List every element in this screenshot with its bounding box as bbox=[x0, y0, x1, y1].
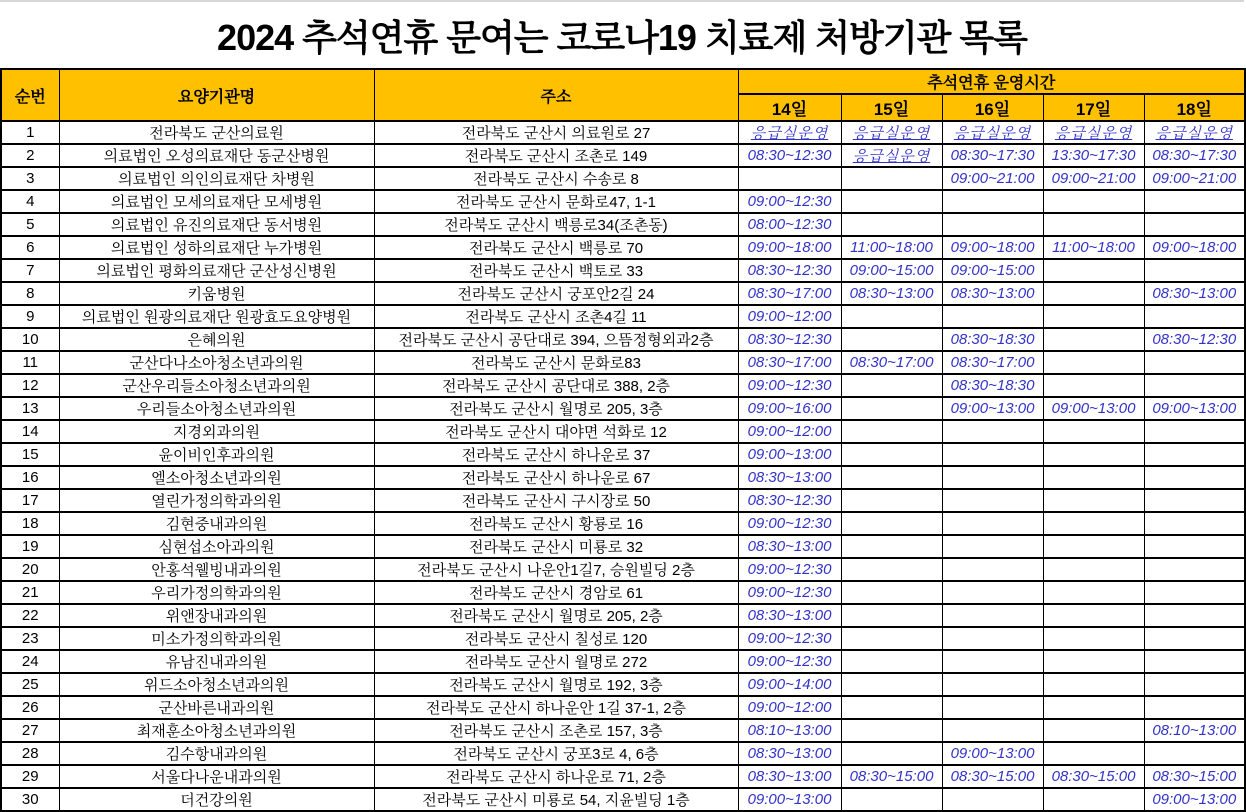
row-number-cell: 25 bbox=[1, 673, 59, 696]
hours-cell-day-18일 bbox=[1144, 627, 1245, 650]
hours-cell-day-15일: 11:00~18:00 bbox=[841, 236, 942, 259]
table-row bbox=[1, 397, 1245, 420]
row-number-cell: 7 bbox=[1, 259, 59, 282]
table-row bbox=[1, 466, 1245, 489]
row-number-cell: 13 bbox=[1, 397, 59, 420]
row-number-cell: 8 bbox=[1, 282, 59, 305]
hours-cell-day-14일: 응급실운영 bbox=[738, 121, 841, 144]
institution-name-cell: 김현중내과의원 bbox=[59, 512, 374, 535]
address-cell: 전라북도 군산시 수송로 8 bbox=[374, 167, 738, 190]
hours-cell-day-17일 bbox=[1043, 558, 1144, 581]
institution-name-cell: 윤이비인후과의원 bbox=[59, 443, 374, 466]
hours-cell-day-16일 bbox=[942, 213, 1043, 236]
hours-cell-day-16일 bbox=[942, 305, 1043, 328]
address-cell: 전라북도 군산시 대야면 석화로 12 bbox=[374, 420, 738, 443]
row-number-cell: 28 bbox=[1, 742, 59, 765]
hours-cell-day-14일: 09:00~12:30 bbox=[738, 374, 841, 397]
address-cell: 전라북도 군산시 백릉로 70 bbox=[374, 236, 738, 259]
hours-cell-day-16일 bbox=[942, 696, 1043, 719]
institution-name-cell: 위드소아청소년과의원 bbox=[59, 673, 374, 696]
address-cell: 전라북도 군산시 월명로 205, 3층 bbox=[374, 397, 738, 420]
row-number-cell: 1 bbox=[1, 121, 59, 144]
hours-cell-day-15일 bbox=[841, 420, 942, 443]
hours-cell-day-18일: 08:30~12:30 bbox=[1144, 328, 1245, 351]
hours-cell-day-15일 bbox=[841, 581, 942, 604]
table-body bbox=[1, 121, 1245, 811]
hours-cell-day-15일 bbox=[841, 788, 942, 811]
row-number-cell: 23 bbox=[1, 627, 59, 650]
hours-cell-day-15일 bbox=[841, 512, 942, 535]
hours-cell-day-15일 bbox=[841, 190, 942, 213]
hours-cell-day-14일: 09:00~16:00 bbox=[738, 397, 841, 420]
hours-cell-day-17일 bbox=[1043, 696, 1144, 719]
row-number-cell: 14 bbox=[1, 420, 59, 443]
hours-cell-day-14일: 09:00~13:00 bbox=[738, 788, 841, 811]
hours-cell-day-16일 bbox=[942, 650, 1043, 673]
hours-cell-day-18일 bbox=[1144, 466, 1245, 489]
row-number-cell: 16 bbox=[1, 466, 59, 489]
hours-cell-day-18일 bbox=[1144, 489, 1245, 512]
prescription-table bbox=[0, 68, 1246, 812]
hours-cell-day-14일: 09:00~12:00 bbox=[738, 420, 841, 443]
row-number-cell: 20 bbox=[1, 558, 59, 581]
hours-cell-day-18일 bbox=[1144, 604, 1245, 627]
hours-cell-day-16일 bbox=[942, 489, 1043, 512]
hours-cell-day-17일 bbox=[1043, 351, 1144, 374]
address-cell: 전라북도 군산시 나운안1길7, 승원빌딩 2층 bbox=[374, 558, 738, 581]
institution-name-cell: 은혜의원 bbox=[59, 328, 374, 351]
row-number-cell: 22 bbox=[1, 604, 59, 627]
address-cell: 전라북도 군산시 백릉로34(조촌동) bbox=[374, 213, 738, 236]
institution-name-cell: 최재훈소아청소년과의원 bbox=[59, 719, 374, 742]
hours-cell-day-16일 bbox=[942, 719, 1043, 742]
row-number-cell: 15 bbox=[1, 443, 59, 466]
table-row bbox=[1, 696, 1245, 719]
row-number-cell: 18 bbox=[1, 512, 59, 535]
hours-cell-day-18일 bbox=[1144, 190, 1245, 213]
address-cell: 전라북도 군산시 하나운로 67 bbox=[374, 466, 738, 489]
address-cell: 전라북도 군산시 조촌로 157, 3층 bbox=[374, 719, 738, 742]
hours-cell-day-15일 bbox=[841, 305, 942, 328]
column-header-address: 주소 bbox=[374, 69, 738, 121]
hours-cell-day-18일 bbox=[1144, 374, 1245, 397]
hours-cell-day-17일: 08:30~15:00 bbox=[1043, 765, 1144, 788]
row-number-cell: 2 bbox=[1, 144, 59, 167]
hours-cell-day-14일: 08:30~13:00 bbox=[738, 765, 841, 788]
hours-cell-day-16일: 09:00~18:00 bbox=[942, 236, 1043, 259]
hours-cell-day-15일 bbox=[841, 650, 942, 673]
hours-cell-day-14일: 08:00~12:30 bbox=[738, 213, 841, 236]
column-header-no: 순번 bbox=[1, 69, 59, 121]
institution-name-cell: 김수항내과의원 bbox=[59, 742, 374, 765]
hours-cell-day-18일: 08:10~13:00 bbox=[1144, 719, 1245, 742]
hours-cell-day-15일: 08:30~13:00 bbox=[841, 282, 942, 305]
address-cell: 전라북도 군산시 문화로47, 1-1 bbox=[374, 190, 738, 213]
table-row bbox=[1, 420, 1245, 443]
day-column-header-17: 17일 bbox=[1043, 94, 1144, 121]
hours-cell-day-18일 bbox=[1144, 673, 1245, 696]
table-row bbox=[1, 512, 1245, 535]
address-cell: 전라북도 군산시 하나운로 71, 2층 bbox=[374, 765, 738, 788]
hours-cell-day-16일: 08:30~17:30 bbox=[942, 144, 1043, 167]
hours-cell-day-18일: 08:30~15:00 bbox=[1144, 765, 1245, 788]
hours-cell-day-14일: 09:00~12:30 bbox=[738, 190, 841, 213]
table-row bbox=[1, 558, 1245, 581]
hours-cell-day-17일 bbox=[1043, 627, 1144, 650]
hours-cell-day-14일: 08:30~13:00 bbox=[738, 535, 841, 558]
institution-name-cell: 의료법인 성하의료재단 누가병원 bbox=[59, 236, 374, 259]
hours-cell-day-15일 bbox=[841, 443, 942, 466]
address-cell: 전라북도 군산시 백토로 33 bbox=[374, 259, 738, 282]
hours-cell-day-17일 bbox=[1043, 489, 1144, 512]
hours-cell-day-15일 bbox=[841, 213, 942, 236]
address-cell: 전라북도 군산시 구시장로 50 bbox=[374, 489, 738, 512]
hours-cell-day-18일 bbox=[1144, 213, 1245, 236]
institution-name-cell: 미소가정의학과의원 bbox=[59, 627, 374, 650]
hours-cell-day-15일 bbox=[841, 489, 942, 512]
hours-cell-day-17일 bbox=[1043, 788, 1144, 811]
hours-cell-day-16일 bbox=[942, 535, 1043, 558]
row-number-cell: 6 bbox=[1, 236, 59, 259]
hours-cell-day-15일: 08:30~15:00 bbox=[841, 765, 942, 788]
address-cell: 전라북도 군산시 월명로 272 bbox=[374, 650, 738, 673]
row-number-cell: 21 bbox=[1, 581, 59, 604]
hours-cell-day-15일: 08:30~17:00 bbox=[841, 351, 942, 374]
hours-cell-day-18일 bbox=[1144, 650, 1245, 673]
hours-cell-day-17일 bbox=[1043, 443, 1144, 466]
address-cell: 전라북도 군산시 문화로83 bbox=[374, 351, 738, 374]
institution-name-cell: 우리들소아청소년과의원 bbox=[59, 397, 374, 420]
hours-cell-day-17일 bbox=[1043, 466, 1144, 489]
hours-cell-day-17일: 09:00~21:00 bbox=[1043, 167, 1144, 190]
hours-cell-day-14일: 09:00~12:00 bbox=[738, 305, 841, 328]
row-number-cell: 26 bbox=[1, 696, 59, 719]
row-number-cell: 29 bbox=[1, 765, 59, 788]
institution-name-cell: 유남진내과의원 bbox=[59, 650, 374, 673]
table-row bbox=[1, 328, 1245, 351]
day-column-header-16: 16일 bbox=[942, 94, 1043, 121]
institution-name-cell: 군산바른내과의원 bbox=[59, 696, 374, 719]
hours-cell-day-14일: 08:30~12:30 bbox=[738, 489, 841, 512]
hours-cell-day-17일: 11:00~18:00 bbox=[1043, 236, 1144, 259]
hours-cell-day-17일: 응급실운영 bbox=[1043, 121, 1144, 144]
institution-name-cell: 지경외과의원 bbox=[59, 420, 374, 443]
institution-name-cell: 서울다나운내과의원 bbox=[59, 765, 374, 788]
table-row bbox=[1, 236, 1245, 259]
hours-cell-day-14일: 09:00~12:30 bbox=[738, 627, 841, 650]
hours-cell-day-15일 bbox=[841, 719, 942, 742]
hours-cell-day-15일: 응급실운영 bbox=[841, 144, 942, 167]
hours-cell-day-16일 bbox=[942, 420, 1043, 443]
table-row bbox=[1, 374, 1245, 397]
hours-cell-day-16일 bbox=[942, 443, 1043, 466]
table-row bbox=[1, 535, 1245, 558]
hours-cell-day-14일: 08:10~13:00 bbox=[738, 719, 841, 742]
hours-cell-day-16일: 08:30~17:00 bbox=[942, 351, 1043, 374]
hours-cell-day-14일: 08:30~17:00 bbox=[738, 351, 841, 374]
hours-cell-day-15일 bbox=[841, 535, 942, 558]
hours-cell-day-17일 bbox=[1043, 374, 1144, 397]
hours-cell-day-15일 bbox=[841, 466, 942, 489]
hours-cell-day-16일 bbox=[942, 466, 1043, 489]
table-row bbox=[1, 742, 1245, 765]
address-cell: 전라북도 군산시 황룡로 16 bbox=[374, 512, 738, 535]
hours-cell-day-16일 bbox=[942, 604, 1043, 627]
address-cell: 전라북도 군산시 공단대로 388, 2층 bbox=[374, 374, 738, 397]
institution-name-cell: 의료법인 의인의료재단 차병원 bbox=[59, 167, 374, 190]
table-row bbox=[1, 627, 1245, 650]
hours-cell-day-18일: 08:30~17:30 bbox=[1144, 144, 1245, 167]
hours-cell-day-14일: 08:30~13:00 bbox=[738, 604, 841, 627]
hours-cell-day-17일 bbox=[1043, 719, 1144, 742]
address-cell: 전라북도 군산시 조촌4길 11 bbox=[374, 305, 738, 328]
hours-cell-day-14일: 09:00~12:30 bbox=[738, 650, 841, 673]
table-row bbox=[1, 282, 1245, 305]
hours-cell-day-15일 bbox=[841, 604, 942, 627]
address-cell: 전라북도 군산시 조촌로 149 bbox=[374, 144, 738, 167]
hours-cell-day-18일: 09:00~13:00 bbox=[1144, 788, 1245, 811]
hours-cell-day-17일: 09:00~13:00 bbox=[1043, 397, 1144, 420]
hours-cell-day-18일 bbox=[1144, 443, 1245, 466]
hours-cell-day-15일 bbox=[841, 397, 942, 420]
hours-cell-day-16일: 08:30~15:00 bbox=[942, 765, 1043, 788]
institution-name-cell: 안홍석웰빙내과의원 bbox=[59, 558, 374, 581]
hours-cell-day-14일: 08:30~17:00 bbox=[738, 282, 841, 305]
address-cell: 전라북도 군산시 의료원로 27 bbox=[374, 121, 738, 144]
hours-cell-day-18일 bbox=[1144, 420, 1245, 443]
table-row bbox=[1, 351, 1245, 374]
institution-name-cell: 의료법인 유진의료재단 동서병원 bbox=[59, 213, 374, 236]
row-number-cell: 17 bbox=[1, 489, 59, 512]
institution-name-cell: 열린가정의학과의원 bbox=[59, 489, 374, 512]
row-number-cell: 11 bbox=[1, 351, 59, 374]
address-cell: 전라북도 군산시 궁포안2길 24 bbox=[374, 282, 738, 305]
hours-cell-day-16일: 응급실운영 bbox=[942, 121, 1043, 144]
hours-cell-day-14일: 08:30~13:00 bbox=[738, 466, 841, 489]
hours-cell-day-17일 bbox=[1043, 305, 1144, 328]
institution-name-cell: 키움병원 bbox=[59, 282, 374, 305]
row-number-cell: 3 bbox=[1, 167, 59, 190]
hours-cell-day-14일: 09:00~14:00 bbox=[738, 673, 841, 696]
hours-cell-day-18일 bbox=[1144, 351, 1245, 374]
row-number-cell: 27 bbox=[1, 719, 59, 742]
day-column-header-18: 18일 bbox=[1144, 94, 1245, 121]
hours-cell-day-17일 bbox=[1043, 604, 1144, 627]
row-number-cell: 4 bbox=[1, 190, 59, 213]
address-cell: 전라북도 군산시 경암로 61 bbox=[374, 581, 738, 604]
table-row bbox=[1, 121, 1245, 144]
institution-name-cell: 위앤장내과의원 bbox=[59, 604, 374, 627]
hours-cell-day-14일: 09:00~12:30 bbox=[738, 581, 841, 604]
page-title: 2024 추석연휴 문여는 코로나19 치료제 처방기관 목록 bbox=[217, 16, 1027, 58]
hours-cell-day-18일: 응급실운영 bbox=[1144, 121, 1245, 144]
table-row bbox=[1, 604, 1245, 627]
hours-cell-day-15일 bbox=[841, 167, 942, 190]
hours-cell-day-17일 bbox=[1043, 512, 1144, 535]
day-column-header-14: 14일 bbox=[738, 94, 841, 121]
table-row bbox=[1, 765, 1245, 788]
hours-cell-day-18일 bbox=[1144, 535, 1245, 558]
hours-cell-day-17일 bbox=[1043, 673, 1144, 696]
hours-cell-day-16일: 09:00~21:00 bbox=[942, 167, 1043, 190]
hours-cell-day-16일 bbox=[942, 673, 1043, 696]
hours-cell-day-15일 bbox=[841, 696, 942, 719]
address-cell: 전라북도 군산시 미룡로 32 bbox=[374, 535, 738, 558]
row-number-cell: 30 bbox=[1, 788, 59, 811]
hours-cell-day-15일 bbox=[841, 673, 942, 696]
hours-cell-day-17일 bbox=[1043, 259, 1144, 282]
hours-cell-day-14일: 09:00~12:30 bbox=[738, 512, 841, 535]
hours-cell-day-15일 bbox=[841, 374, 942, 397]
hours-cell-day-16일 bbox=[942, 627, 1043, 650]
table-row bbox=[1, 190, 1245, 213]
hours-cell-day-16일 bbox=[942, 558, 1043, 581]
hours-cell-day-17일 bbox=[1043, 535, 1144, 558]
hours-cell-day-14일: 09:00~18:00 bbox=[738, 236, 841, 259]
table-row bbox=[1, 581, 1245, 604]
hours-cell-day-15일 bbox=[841, 558, 942, 581]
address-cell: 전라북도 군산시 궁포3로 4, 6층 bbox=[374, 742, 738, 765]
hours-cell-day-14일: 08:30~12:30 bbox=[738, 144, 841, 167]
institution-name-cell: 우리가정의학과의원 bbox=[59, 581, 374, 604]
hours-cell-day-16일: 08:30~18:30 bbox=[942, 328, 1043, 351]
hours-cell-day-18일 bbox=[1144, 558, 1245, 581]
hours-cell-day-15일 bbox=[841, 742, 942, 765]
hours-cell-day-15일: 응급실운영 bbox=[841, 121, 942, 144]
institution-name-cell: 군산우리들소아청소년과의원 bbox=[59, 374, 374, 397]
hours-cell-day-14일: 09:00~12:30 bbox=[738, 558, 841, 581]
table-row bbox=[1, 673, 1245, 696]
table-header bbox=[1, 69, 1245, 121]
address-cell: 전라북도 군산시 하나운안 1길 37-1, 2층 bbox=[374, 696, 738, 719]
table-row bbox=[1, 167, 1245, 190]
table-row bbox=[1, 213, 1245, 236]
table-row bbox=[1, 259, 1245, 282]
hours-cell-day-14일: 08:30~13:00 bbox=[738, 742, 841, 765]
hours-cell-day-17일 bbox=[1043, 581, 1144, 604]
hours-cell-day-14일: 08:30~12:30 bbox=[738, 328, 841, 351]
hours-cell-day-17일 bbox=[1043, 190, 1144, 213]
address-cell: 전라북도 군산시 칠성로 120 bbox=[374, 627, 738, 650]
address-cell: 전라북도 군산시 하나운로 37 bbox=[374, 443, 738, 466]
hours-cell-day-16일 bbox=[942, 512, 1043, 535]
row-number-cell: 24 bbox=[1, 650, 59, 673]
column-header-hours-group: 추석연휴 운영시간 bbox=[738, 69, 1245, 94]
hours-cell-day-16일: 09:00~13:00 bbox=[942, 742, 1043, 765]
row-number-cell: 5 bbox=[1, 213, 59, 236]
institution-name-cell: 군산다나소아청소년과의원 bbox=[59, 351, 374, 374]
address-cell: 전라북도 군산시 공단대로 394, 으뜸정형외과2층 bbox=[374, 328, 738, 351]
hours-cell-day-16일: 08:30~18:30 bbox=[942, 374, 1043, 397]
hours-cell-day-17일 bbox=[1043, 650, 1144, 673]
institution-name-cell: 엘소아청소년과의원 bbox=[59, 466, 374, 489]
hours-cell-day-17일 bbox=[1043, 328, 1144, 351]
hours-cell-day-17일 bbox=[1043, 213, 1144, 236]
row-number-cell: 9 bbox=[1, 305, 59, 328]
hours-cell-day-16일 bbox=[942, 788, 1043, 811]
address-cell: 전라북도 군산시 미룡로 54, 지윤빌딩 1층 bbox=[374, 788, 738, 811]
institution-name-cell: 전라북도 군산의료원 bbox=[59, 121, 374, 144]
table-row bbox=[1, 650, 1245, 673]
table-row bbox=[1, 305, 1245, 328]
hours-cell-day-18일 bbox=[1144, 305, 1245, 328]
institution-name-cell: 의료법인 평화의료재단 군산성신병원 bbox=[59, 259, 374, 282]
hours-cell-day-14일: 08:30~12:30 bbox=[738, 259, 841, 282]
header-row-1 bbox=[1, 69, 1245, 94]
address-cell: 전라북도 군산시 월명로 205, 2층 bbox=[374, 604, 738, 627]
row-number-cell: 19 bbox=[1, 535, 59, 558]
hours-cell-day-14일: 09:00~12:00 bbox=[738, 696, 841, 719]
institution-name-cell: 의료법인 모세의료재단 모세병원 bbox=[59, 190, 374, 213]
row-number-cell: 12 bbox=[1, 374, 59, 397]
address-cell: 전라북도 군산시 월명로 192, 3층 bbox=[374, 673, 738, 696]
table-row bbox=[1, 144, 1245, 167]
hours-cell-day-15일 bbox=[841, 328, 942, 351]
hours-cell-day-18일 bbox=[1144, 512, 1245, 535]
institution-name-cell: 의료법인 오성의료재단 동군산병원 bbox=[59, 144, 374, 167]
hours-cell-day-16일: 09:00~15:00 bbox=[942, 259, 1043, 282]
hours-cell-day-16일 bbox=[942, 581, 1043, 604]
hours-cell-day-15일 bbox=[841, 627, 942, 650]
hours-cell-day-14일 bbox=[738, 167, 841, 190]
hours-cell-day-18일: 08:30~13:00 bbox=[1144, 282, 1245, 305]
table-row bbox=[1, 443, 1245, 466]
hours-cell-day-18일: 09:00~21:00 bbox=[1144, 167, 1245, 190]
hours-cell-day-18일 bbox=[1144, 581, 1245, 604]
hours-cell-day-17일 bbox=[1043, 282, 1144, 305]
hours-cell-day-14일: 09:00~13:00 bbox=[738, 443, 841, 466]
institution-name-cell: 의료법인 원광의료재단 원광효도요양병원 bbox=[59, 305, 374, 328]
table-row bbox=[1, 489, 1245, 512]
hours-cell-day-18일: 09:00~18:00 bbox=[1144, 236, 1245, 259]
institution-name-cell: 심현섭소아과의원 bbox=[59, 535, 374, 558]
hours-cell-day-18일 bbox=[1144, 696, 1245, 719]
hours-cell-day-17일: 13:30~17:30 bbox=[1043, 144, 1144, 167]
hours-cell-day-18일: 09:00~13:00 bbox=[1144, 397, 1245, 420]
hours-cell-day-17일 bbox=[1043, 742, 1144, 765]
hours-cell-day-16일: 08:30~13:00 bbox=[942, 282, 1043, 305]
hours-cell-day-18일 bbox=[1144, 742, 1245, 765]
hours-cell-day-16일: 09:00~13:00 bbox=[942, 397, 1043, 420]
hours-cell-day-18일 bbox=[1144, 259, 1245, 282]
column-header-institution: 요양기관명 bbox=[59, 69, 374, 121]
institution-name-cell: 더건강의원 bbox=[59, 788, 374, 811]
hours-cell-day-17일 bbox=[1043, 420, 1144, 443]
hours-cell-day-16일 bbox=[942, 190, 1043, 213]
row-number-cell: 10 bbox=[1, 328, 59, 351]
table-row bbox=[1, 719, 1245, 742]
day-column-header-15: 15일 bbox=[841, 94, 942, 121]
table-row bbox=[1, 788, 1245, 811]
hours-cell-day-15일: 09:00~15:00 bbox=[841, 259, 942, 282]
